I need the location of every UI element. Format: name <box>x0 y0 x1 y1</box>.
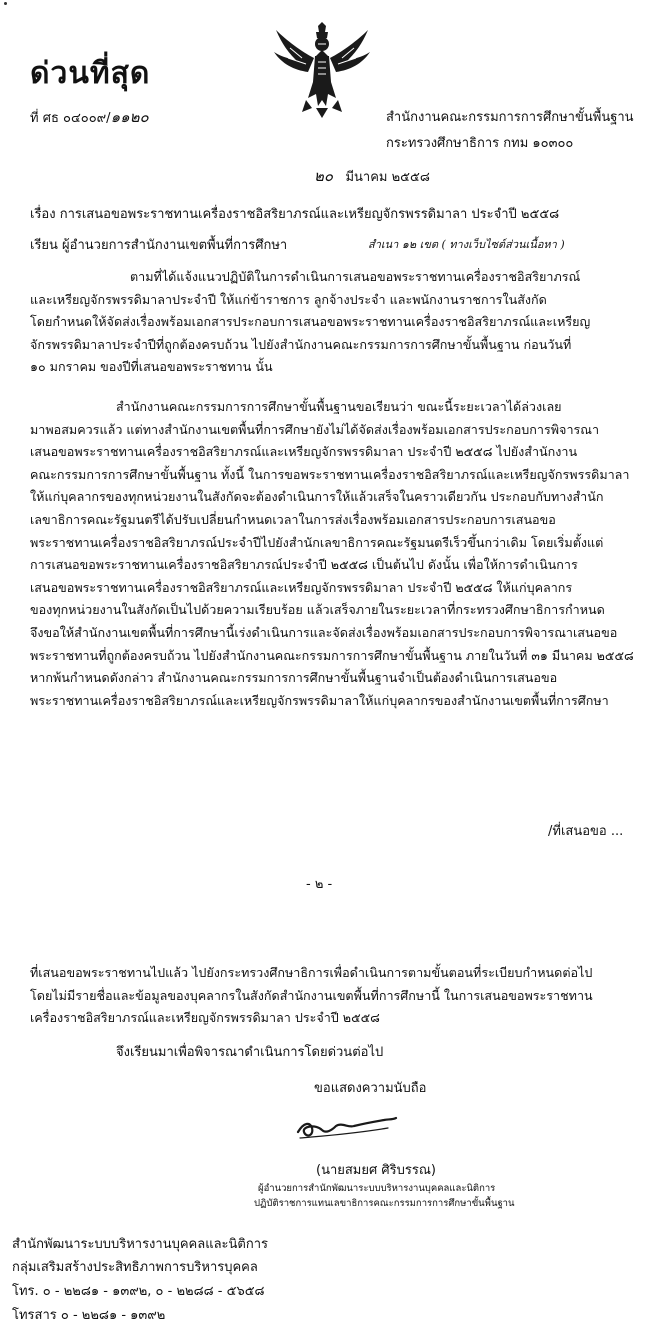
garuda-emblem <box>272 22 372 118</box>
paragraph-line: การเสนอขอพระราชทานเครื่องราชอิสริยาภรณ์ประจำปี ๒๕๕๘ เป็นต้นไป ดังนั้น เพื่อให้การดำเนินการ <box>30 557 578 573</box>
paragraph-line: พระราชทานเครื่องราชอิสริยาภรณ์และเหรียญจักรพรรดิมาลาให้แก่บุคลากรของสำนักงานเขตพื้นที่การศึกษา <box>30 692 609 708</box>
paragraph-line: ของทุกหน่วยงานในสังกัดเป็นไปด้วยความเรียบร้อย แล้วเสร็จภายในระยะเวลาที่กระทรวงศึกษาธิการกำหนด <box>30 602 605 618</box>
paragraph-line: เสนอขอพระราชทานเครื่องราชอิสริยาภรณ์และเหรียญจักรพรรดิมาลา ประจำปี ๒๕๕๘ ให้แก่บุคลากร <box>30 579 573 595</box>
document-number-handwritten: ๑๑๒๐ <box>110 108 149 126</box>
scan-speck <box>4 2 7 5</box>
paragraph-2 <box>30 396 634 712</box>
paragraph-line: จักรพรรดิมาลาประจำปีที่ถูกต้องครบถ้วน ไปยังสำนักงานคณะกรรมการการศึกษาขั้นพื้นฐาน ก่อนวันที่ <box>30 336 572 352</box>
paragraph-line: คณะกรรมการการศึกษาขั้นพื้นฐาน ทั้งนี้ ในการขอพระราชทานเครื่องราชอิสริยาภรณ์และเหรียญจักรพรรดิมาลา <box>30 466 630 482</box>
signer-title-1: ผู้อำนวยการสำนักพัฒนาระบบบริหารงานบุคคลและนิติการ <box>258 1183 496 1194</box>
paragraph-line: หากพ้นกำหนดดังกล่าว สำนักงานคณะกรรมการการศึกษาขั้นพื้นฐานจำเป็นต้องดำเนินการเสนอขอ <box>30 670 558 686</box>
closing-request: จึงเรียนมาเพื่อพิจารณาดำเนินการโดยด่วนต่อไป <box>116 1045 384 1060</box>
subject-line: เรื่อง การเสนอขอพระราชทานเครื่องราชอิสริยาภรณ์และเหรียญจักรพรรดิมาลา ประจำปี ๒๕๕๘ <box>30 207 560 222</box>
paragraph-line: จึงขอให้สำนักงานเขตพื้นที่การศึกษานี้เร่งดำเนินการและจัดส่งเรื่องพร้อมเอกสารประกอบการพิจารณาเสนอขอ <box>30 624 618 640</box>
paragraph-line: เสนอขอพระราชทานเครื่องราชอิสริยาภรณ์และเหรียญจักรพรรดิมาลา ประจำปี ๒๕๕๘ ไปยังสำนักงาน <box>30 444 578 460</box>
paragraph-line: เครื่องราชอิสริยาภรณ์และเหรียญจักรพรรดิมาลา ประจำปี ๒๕๕๘ <box>30 1010 380 1026</box>
signer-name: (นายสมยศ ศิริบรรณ) <box>316 1163 436 1178</box>
date-day-handwritten: ๒๐ <box>314 167 334 185</box>
paragraph-line: โดยไม่มีรายชื่อและข้อมูลของบุคลากรในสังกัดสำนักงานเขตพื้นที่การศึกษานี้ ในการเสนอขอพระราชทาน <box>30 987 593 1003</box>
continuation-marker: /ที่เสนอขอ ... <box>548 824 624 839</box>
addressee-text: เรียน ผู้อำนวยการสำนักงานเขตพื้นที่การศึกษา <box>30 238 288 253</box>
paragraph-line: ให้แก่บุคลากรของทุกหน่วยงานในสังกัดจะต้องดำเนินการให้แล้วเสร็จในคราวเดียวกัน ประกอบกับทางสำนัก <box>30 489 604 505</box>
document-date <box>314 168 430 186</box>
paragraph-1 <box>30 266 590 379</box>
phone-number: โทร. ๐ - ๒๒๘๑ - ๑๓๙๒, ๐ - ๒๒๘๘ - ๕๖๕๘ <box>12 1284 265 1299</box>
agency-name: สำนักงานคณะกรรมการการศึกษาขั้นพื้นฐาน <box>386 110 634 125</box>
signature-image <box>292 1112 402 1146</box>
paragraph-line: สำนักงานคณะกรรมการการศึกษาขั้นพื้นฐานขอเรียนว่า ขณะนี้ระยะเวลาได้ล่วงเลย <box>116 399 562 414</box>
paragraph-3 <box>30 962 593 1030</box>
addressee-line <box>30 237 287 254</box>
paragraph-line: พระราชทานเครื่องราชอิสริยาภรณ์ประจำปีไปยังสำนักเลขาธิการคณะรัฐมนตรีเร็วขึ้นกว่าเดิม โดยเริ่มตั้งแต่ <box>30 534 604 550</box>
regards: ขอแสดงความนับถือ <box>314 1081 427 1096</box>
paragraph-line: เลขาธิการคณะรัฐมนตรีได้ปรับเปลี่ยนกำหนดเวลาในการส่งเรื่องพร้อมเอกสารประกอบการเสนอขอ <box>30 511 556 527</box>
date-month-year: มีนาคม ๒๕๕๘ <box>345 170 430 185</box>
fax-number: โทรสาร ๐ - ๒๒๘๑ - ๑๓๙๒ <box>12 1308 166 1323</box>
paragraph-line: มาพอสมควรแล้ว แต่ทางสำนักงานเขตพื้นที่การศึกษายังไม่ได้จัดส่งเรื่องพร้อมเอกสารประกอบการพิจารณา <box>30 421 600 437</box>
signer-title-2: ปฏิบัติราชการแทนเลขาธิการคณะกรรมการการศึกษาขั้นพื้นฐาน <box>254 1198 515 1209</box>
office-name: สำนักพัฒนาระบบบริหารงานบุคคลและนิติการ <box>12 1237 269 1252</box>
agency-address: กระทรวงศึกษาธิการ กทม ๑๐๓๐๐ <box>386 136 574 151</box>
paragraph-line: ๑๐ มกราคม ของปีที่เสนอขอพระราชทาน นั้น <box>30 359 273 375</box>
paragraph-line: ตามที่ได้แจ้งแนวปฏิบัติในการดำเนินการเสนอขอพระราชทานเครื่องราชอิสริยาภรณ์ <box>130 269 581 284</box>
document-number-prefix: ที่ ศธ ๐๔๐๐๙/ <box>30 111 111 126</box>
page-number: - ๒ - <box>306 877 333 892</box>
paragraph-line: และเหรียญจักรพรรดิมาลาประจำปี ให้แก่ข้าราชการ ลูกจ้างประจำ และพนักงานราชการในสังกัด <box>30 291 547 307</box>
document-number <box>30 109 149 127</box>
paragraph-line: ที่เสนอขอพระราชทานไปแล้ว ไปยังกระทรวงศึกษาธิการเพื่อดำเนินการตามขั้นตอนที่ระเบียบกำหนดต่อไป <box>30 965 593 980</box>
addressee-handwritten-note: สำเนา ๑๒ เขต ( ทางเว็บไซต์ส่วนเนื้อหา ) <box>368 238 565 251</box>
paragraph-line: พระราชทานที่ถูกต้องครบถ้วน ไปยังสำนักงานคณะกรรมการการศึกษาขั้นพื้นฐาน ภายในวันที่ ๓๑ มีนาคม ๒๕๕๘ <box>30 647 634 663</box>
paragraph-line: โดยกำหนดให้จัดส่งเรื่องพร้อมเอกสารประกอบการเสนอขอพระราชทานเครื่องราชอิสริยาภรณ์และเหรียญ <box>30 314 591 330</box>
urgency-heading: ด่วนที่สุด <box>30 56 151 91</box>
division-name: กลุ่มเสริมสร้างประสิทธิภาพการบริหารบุคคล <box>12 1260 258 1275</box>
